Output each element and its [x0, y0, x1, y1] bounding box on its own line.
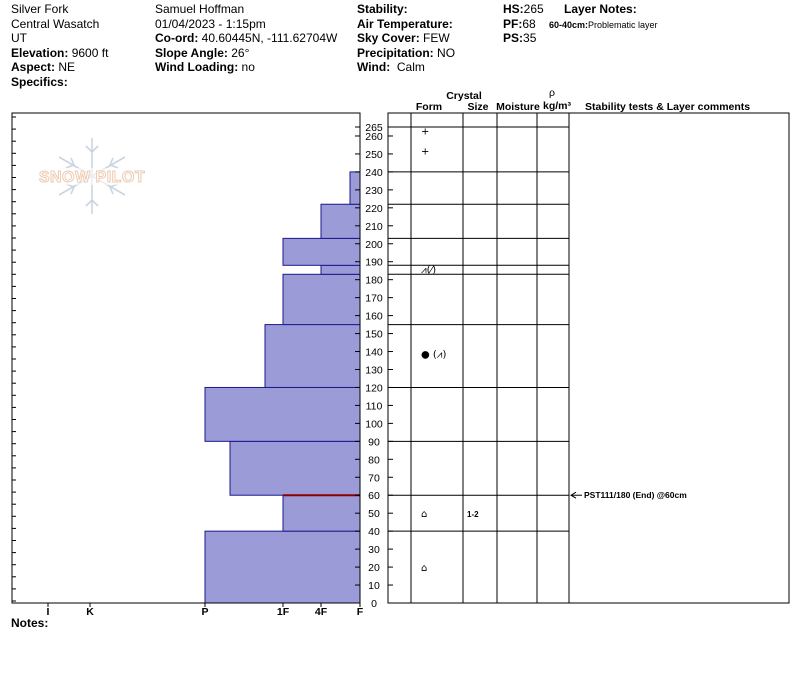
precip-value: NO: [437, 45, 456, 60]
height-tick-label: 80: [368, 454, 380, 467]
height-tick-label: 10: [368, 580, 380, 593]
hardness-tick-label: P: [201, 606, 209, 618]
logo-text: SNOW PILOT: [38, 169, 146, 186]
stability-tests: [571, 490, 687, 500]
stability-header: Stability tests & Layer comments: [585, 101, 751, 113]
height-tick-label: 200: [365, 238, 383, 251]
column-headers: [416, 87, 750, 113]
elevation-value: 9600 ft: [71, 45, 109, 60]
height-tick-label: 260: [365, 130, 383, 143]
height-tick-label: 60: [368, 490, 380, 503]
elevation-label: Elevation:: [11, 45, 69, 60]
crystal-forms: [421, 127, 479, 574]
aspect-label: Aspect:: [11, 60, 56, 74]
wind-value: Calm: [396, 60, 425, 74]
height-tick-label: 130: [365, 364, 383, 377]
hardness-bar: [205, 531, 360, 603]
air-temp-label: Air Temperature:: [357, 16, 453, 31]
hs-value: 265: [523, 2, 544, 16]
density-unit-header: kg/m³: [542, 100, 572, 112]
form-header: Form: [415, 101, 443, 113]
coord-value: 40.60445N, -111.62704W: [201, 31, 338, 45]
pf-value: 68: [522, 16, 536, 31]
hardness-tick-label: 1F: [276, 606, 290, 618]
crystal-form-symbol: ⩘(⁄): [421, 264, 437, 276]
height-tick-label: 180: [365, 274, 383, 287]
location-name: Silver Fork: [11, 2, 69, 16]
hardness-bar: [283, 274, 360, 324]
height-tick-label: 20: [368, 562, 380, 575]
height-tick-label: 40: [368, 526, 380, 539]
wind-loading-label: Wind Loading:: [155, 60, 239, 74]
hardness-bar: [283, 238, 360, 265]
ps-value: 35: [523, 31, 537, 45]
sky-value: FEW: [423, 31, 450, 45]
hardness-bar: [205, 387, 360, 441]
aspect-value: NE: [58, 60, 76, 74]
hardness-bar: [230, 441, 360, 495]
state-name: UT: [11, 31, 27, 45]
hardness-tick-label: F: [356, 606, 364, 618]
crystal-form-symbol: ⌂: [421, 563, 428, 575]
crystal-form-symbol: ● (⩘): [421, 349, 447, 361]
wind-loading-value: no: [241, 60, 255, 74]
crystal-size-value: 1-2: [467, 510, 479, 520]
pf-label: PF:: [503, 16, 523, 31]
crystal-form-symbol: +: [421, 126, 430, 138]
hardness-bar: [321, 204, 360, 238]
range-name: Central Wasatch: [11, 16, 100, 31]
height-tick-label: 265: [365, 122, 383, 134]
hardness-bar: [321, 265, 360, 274]
height-tick-label: 90: [368, 436, 380, 449]
hardness-bar: [350, 172, 360, 204]
height-tick-label: 190: [365, 256, 383, 269]
layer-note-range: 60-40cm:: [549, 20, 589, 30]
hardness-bar: [283, 495, 360, 531]
snowpilot-logo: [30, 138, 154, 214]
hardness-bars: [205, 172, 360, 603]
rho-header: ρ: [549, 87, 555, 99]
crystal-form-symbol: +: [421, 146, 430, 158]
height-tick-label: 110: [365, 400, 383, 413]
layer-boundaries: [388, 127, 569, 603]
specifics-label: Specifics:: [11, 74, 68, 89]
height-tick-label: 50: [368, 508, 380, 521]
coord-label: Co-ord:: [155, 31, 199, 45]
height-tick-label: 150: [365, 328, 383, 341]
slope-label: Slope Angle:: [155, 45, 228, 60]
height-tick-label: 250: [365, 148, 383, 161]
ps-label: PS:: [503, 31, 524, 45]
height-axis: [355, 122, 393, 610]
slope-value: 26°: [231, 45, 250, 60]
sky-label: Sky Cover:: [357, 31, 420, 45]
height-tick-label: 120: [365, 382, 383, 395]
moisture-header: Moisture: [496, 101, 540, 113]
height-tick-label: 160: [365, 310, 383, 323]
hardness-tick-label: 4F: [314, 606, 328, 618]
crystal-form-symbol: ⌂: [421, 509, 428, 521]
hs-label: HS:: [503, 2, 524, 16]
height-tick-label: 210: [365, 220, 383, 233]
layer-notes-label: Layer Notes:: [564, 2, 637, 16]
height-tick-label: 240: [365, 166, 383, 179]
height-tick-label: 170: [365, 292, 383, 305]
height-tick-label: 220: [365, 202, 383, 215]
height-tick-label: 0: [371, 598, 377, 610]
height-tick-label: 30: [368, 544, 380, 557]
stability-test-text: PST111/180 (End) @60cm: [584, 490, 687, 501]
hardness-tick-label: I: [46, 606, 50, 618]
hardness-tick-label: K: [86, 606, 94, 618]
observation-datetime: 01/04/2023 - 1:15pm: [155, 16, 266, 31]
crystal-header: Crystal: [446, 90, 482, 102]
observer-name: Samuel Hoffman: [155, 2, 245, 16]
precip-label: Precipitation:: [357, 45, 434, 60]
height-tick-label: 100: [365, 418, 383, 431]
height-tick-label: 140: [365, 346, 383, 359]
size-header: Size: [467, 101, 489, 113]
wind-label: Wind:: [357, 60, 391, 74]
layer-note-text: Problematic layer: [588, 20, 658, 30]
hardness-bar: [265, 325, 360, 388]
height-tick-label: 70: [368, 472, 380, 485]
profile-table-frame: [388, 113, 789, 603]
height-tick-label: 230: [365, 184, 383, 197]
stability-label: Stability:: [357, 2, 408, 16]
notes-label: Notes:: [11, 616, 49, 630]
